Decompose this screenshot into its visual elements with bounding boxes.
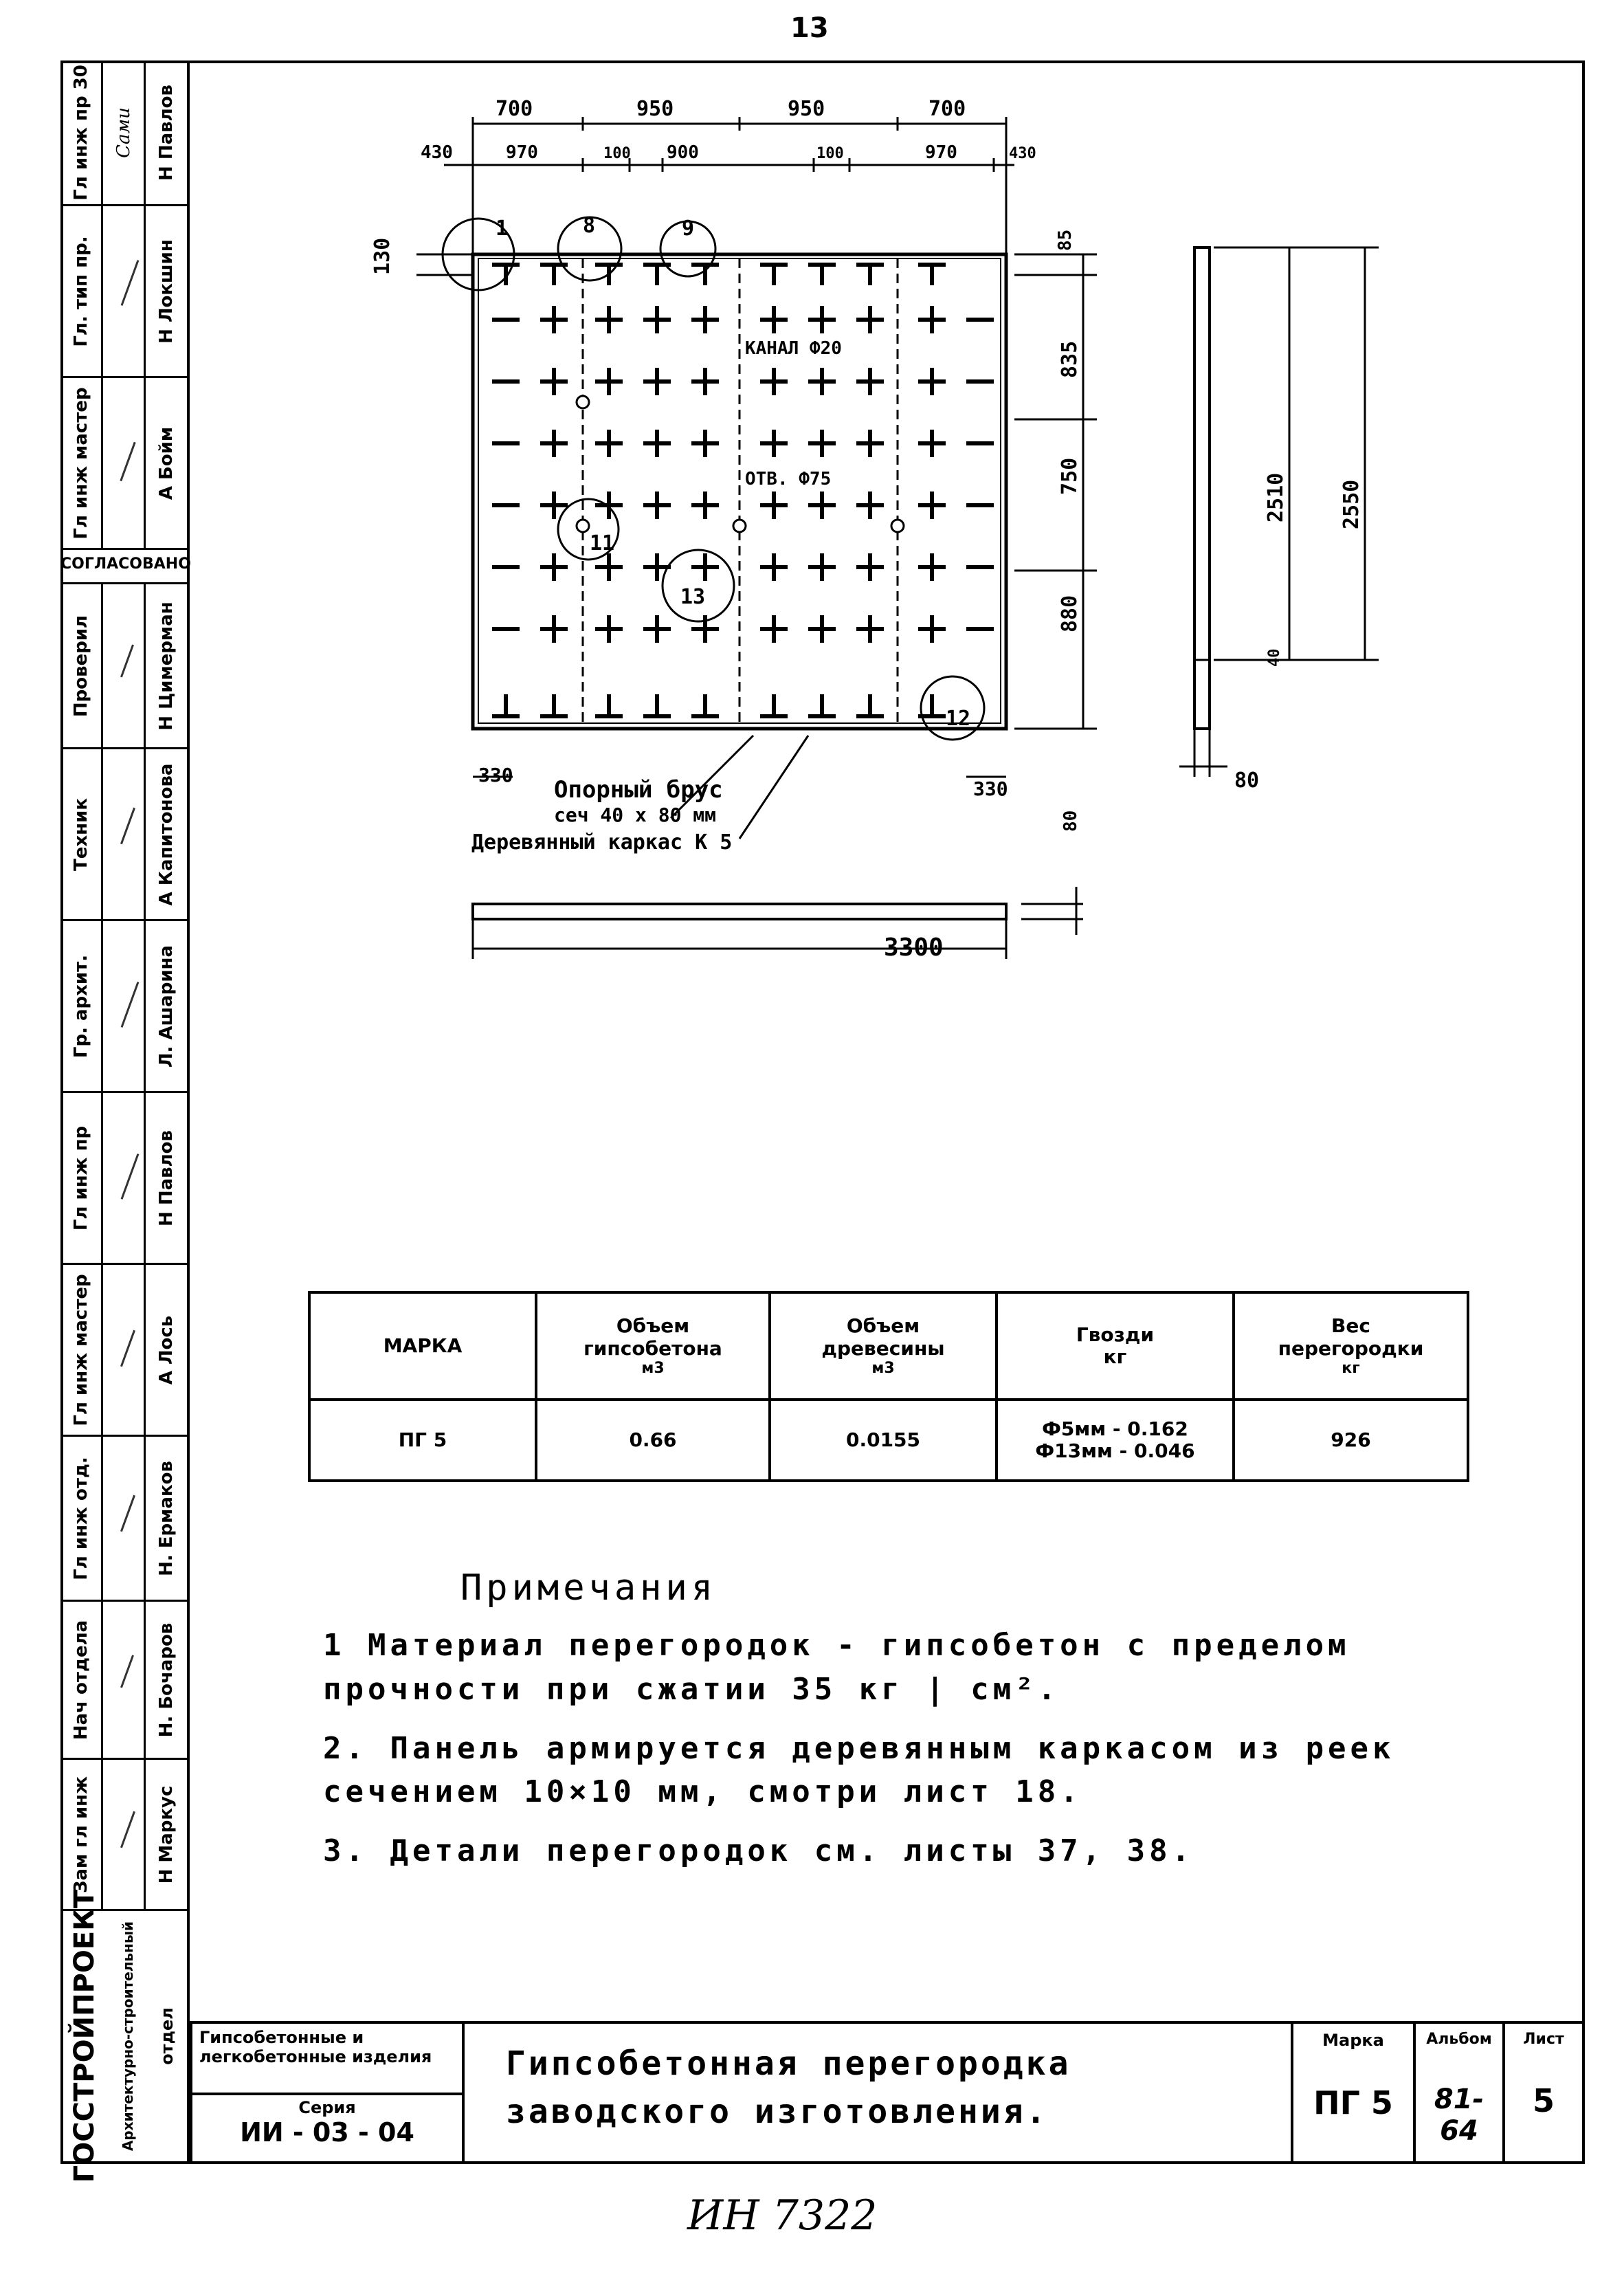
dim-label: 970 — [506, 142, 538, 163]
overall-height-label: 2550 — [1339, 479, 1364, 529]
header-cell: Гвозди кг — [997, 1292, 1234, 1400]
person-name: Н Павлов — [156, 1129, 177, 1226]
role-label: Зам гл инж — [70, 1776, 91, 1893]
dim-label: 750 — [1058, 457, 1082, 495]
support-beam-section: сеч 40 х 80 мм — [554, 804, 717, 826]
signature: Сами — [113, 107, 134, 158]
dim-label: 430 — [1009, 145, 1036, 162]
org-name: ГОССТРОЙПРОЕКТ — [69, 1889, 100, 2183]
agreed-label: СОГЛАСОВАНО — [60, 555, 191, 573]
role-label: Гл инж пр — [70, 1125, 91, 1230]
organization-block — [60, 1889, 187, 2183]
callout-label: 8 — [583, 214, 596, 238]
person-name: Н. Бочаров — [156, 1622, 177, 1737]
cell-nails: Ф5мм - 0.162 Ф13мм - 0.046 — [997, 1400, 1234, 1481]
callout-label: 9 — [682, 217, 695, 241]
callout-label: 1 — [496, 217, 509, 241]
table-header-row — [309, 1292, 1468, 1400]
header-cell: МАРКА — [309, 1292, 536, 1400]
role-label: Гл инж мастер — [70, 1273, 91, 1426]
mark-cell: Марка ПГ 5 — [1291, 2021, 1416, 2164]
signature-row — [60, 1437, 187, 1602]
category-cell: Гипсобетонные и легкобетонные изделия — [190, 2021, 465, 2095]
note-item: 1 Материал перегородок - гипсобетон с пределом прочности при сжатии 35 кг | см². — [323, 1628, 1350, 1707]
signature-row — [60, 749, 187, 921]
person-name: Л. Ашарина — [156, 945, 177, 1068]
header-cell: Вес перегородки кг — [1234, 1292, 1468, 1400]
dim-label: 85 — [1055, 229, 1076, 251]
detail-callouts — [443, 217, 984, 740]
title-block — [190, 2021, 1585, 2164]
signature-row — [60, 921, 187, 1093]
notes-title: Примечания — [460, 1567, 718, 1609]
note-item: 3. Детали перегородок см. листы 37, 38. — [323, 1833, 1194, 1869]
album-cell: Альбом 81-64 — [1413, 2021, 1505, 2164]
dim-label: 835 — [1058, 340, 1082, 378]
person-name: А Лось — [156, 1315, 177, 1384]
header-cell: Объем гипсобетона м3 — [536, 1292, 770, 1400]
role-label: Проверил — [70, 615, 91, 717]
panel-drawing — [190, 89, 1537, 1004]
notes-section — [323, 1567, 1533, 1873]
plan-thickness-label: 80 — [1060, 810, 1081, 832]
person-name: Н. Ермаков — [156, 1460, 177, 1576]
dim-label: 100 — [816, 145, 844, 162]
dim-label: 700 — [496, 97, 533, 121]
dim-label: 330 — [973, 777, 1008, 800]
overall-height-label: 2510 — [1264, 472, 1288, 522]
signature-row — [60, 584, 187, 749]
dim-label: 40 — [1266, 648, 1283, 667]
person-name: А Капитонова — [156, 763, 177, 905]
dim-label: 100 — [603, 145, 631, 162]
channel-label: КАНАЛ Ф20 — [745, 338, 842, 359]
reinforcement-grid — [492, 265, 994, 716]
signature-row — [60, 1602, 187, 1760]
signature-row — [60, 378, 187, 550]
role-label: Техник — [70, 797, 91, 871]
dim-label: 970 — [925, 142, 957, 163]
series-number: ИИ - 03 - 04 — [240, 2117, 414, 2148]
mark-value: ПГ 5 — [1313, 2084, 1393, 2121]
specification-table — [308, 1291, 1469, 1482]
cell-mark: ПГ 5 — [309, 1400, 536, 1481]
note-item: 2. Панель армируется деревянным каркасом из реек сечением 10×10 мм, смотри лист 18. — [323, 1730, 1395, 1810]
org-subtitle: Архитектурно-строительный — [120, 1921, 136, 2152]
role-label: Гл инж отд. — [70, 1456, 91, 1580]
cell-wood-volume: 0.0155 — [770, 1400, 997, 1481]
signature-row — [60, 206, 187, 378]
sheet-value: 5 — [1532, 2082, 1555, 2119]
drawing-title: Гипсобетонная перегородка — [506, 2044, 1071, 2083]
agreed-row — [60, 550, 191, 584]
person-name: Н Цимерман — [156, 601, 177, 731]
person-name: А Бойм — [156, 426, 177, 500]
person-name: Н Маркус — [156, 1785, 177, 1884]
series-cell: Серия ИИ - 03 - 04 — [190, 2093, 465, 2164]
dim-label: 700 — [928, 97, 966, 121]
person-name: Н Павлов — [156, 84, 177, 181]
header-cell: Объем древесины м3 — [770, 1292, 997, 1400]
dim-label: 430 — [421, 142, 453, 163]
callout-label: 11 — [590, 531, 615, 555]
document-code: ИН 7322 — [687, 2192, 878, 2240]
callout-label: 13 — [680, 585, 706, 609]
signature-row — [60, 60, 187, 206]
dim-label: 330 — [478, 764, 513, 786]
plan-length-label: 3300 — [884, 934, 944, 962]
cell-gypsum-volume: 0.66 — [536, 1400, 770, 1481]
frame-label: Деревянный каркас К 5 — [471, 830, 733, 854]
drawing-title-cell — [462, 2021, 1293, 2164]
sheet-cell: Лист 5 — [1502, 2021, 1585, 2164]
signature-row — [60, 1760, 187, 1911]
table-row — [309, 1400, 1468, 1481]
role-label: Гр. архит. — [70, 954, 91, 1058]
role-label: Гл инж пр 30 — [70, 64, 91, 201]
dim-label: 880 — [1058, 595, 1082, 632]
role-label: Нач отдела — [70, 1620, 91, 1740]
person-name: Н Локшин — [156, 239, 177, 344]
signature-sidebar — [60, 60, 191, 2183]
dim-label: 130 — [370, 237, 394, 275]
album-value: 81-64 — [1434, 2084, 1484, 2147]
role-label: Гл. тип пр. — [70, 235, 91, 347]
hole-label: ОТВ. Ф75 — [745, 469, 832, 489]
role-label: Гл инж мастер — [70, 386, 91, 540]
dim-label: 950 — [636, 97, 674, 121]
cell-weight: 926 — [1234, 1400, 1468, 1481]
dim-label: 900 — [667, 142, 699, 163]
signature-row — [60, 1093, 187, 1265]
org-dept: отдел — [157, 2007, 177, 2065]
page-number: 13 — [790, 12, 829, 44]
support-beam-label: Опорный брус — [554, 776, 723, 804]
side-thickness-label: 80 — [1234, 769, 1260, 793]
callout-label: 12 — [946, 707, 971, 731]
dim-label: 950 — [788, 97, 825, 121]
signature-row — [60, 1265, 187, 1437]
drawing-subtitle: заводского изготовления. — [506, 2093, 1049, 2131]
